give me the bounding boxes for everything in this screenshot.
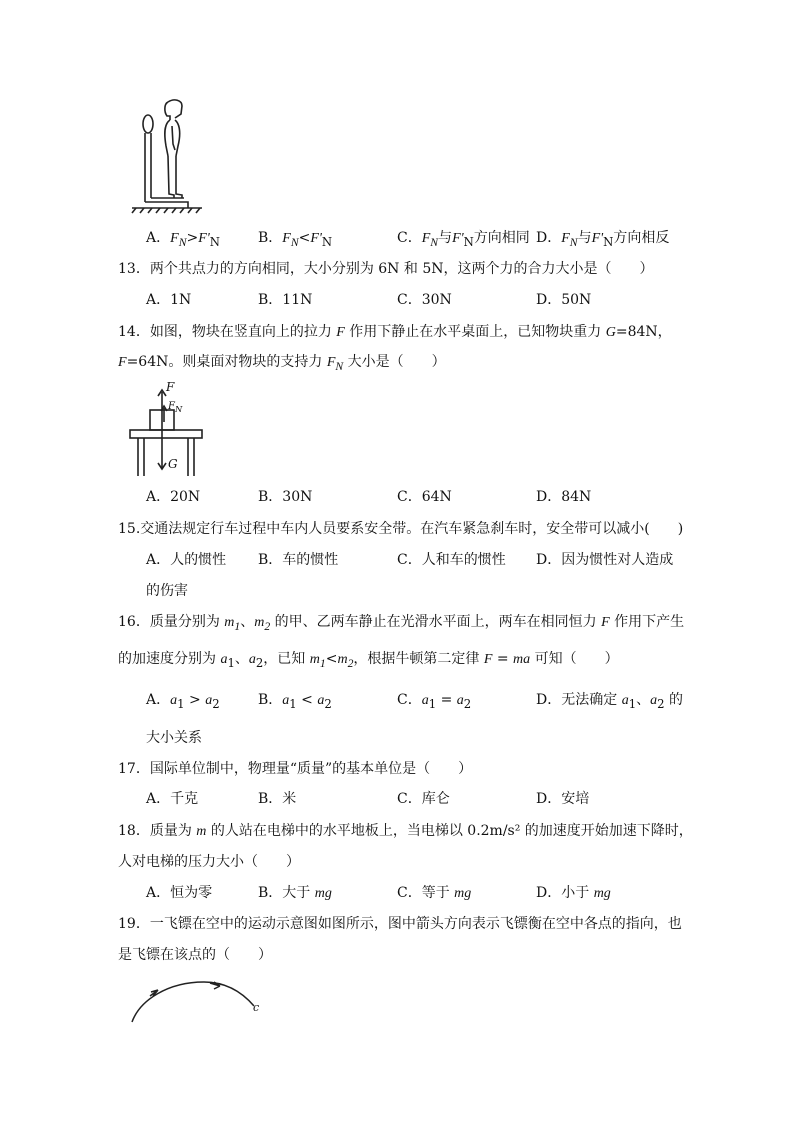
q14-option-a: A．20N	[146, 489, 201, 505]
q19-stem-line1: 19．一飞镖在空中的运动示意图如图所示，图中箭头方向表示飞镖衡在空中各点的指向，也	[118, 916, 682, 932]
q16-stem-line1: 16．质量分别为 $m_1$、$m_2$ 的甲、乙两车静止在光滑水平面上，两车在相同恒力 F 作用下产生	[118, 614, 685, 633]
q17-option-d: D．安培	[536, 791, 590, 807]
q14-option-b: B．30N	[258, 489, 313, 505]
q16-option-a: A．$a_1 > a_2$	[146, 692, 220, 711]
q18-option-d: D．小于 mg	[536, 885, 611, 901]
q16-option-c: C．$a_1 = a_2$	[397, 692, 472, 711]
q15-option-c: C．人和车的惯性	[397, 552, 506, 568]
q12-option-a: A．$F_N>F'_N$	[146, 230, 220, 249]
q18-stem-line2: 人对电梯的压力大小（ ）	[118, 854, 300, 870]
q16-option-b: B．$a_1 < a_2$	[258, 692, 332, 711]
q19-figure-label-c: c	[253, 1001, 260, 1014]
person-on-scale-figure	[128, 94, 208, 214]
q14-figure-label-g: G	[168, 457, 178, 471]
q16-option-d: D．无法确定 $a_1$、$a_2$ 的	[536, 692, 683, 711]
q15-option-a: A．人的惯性	[146, 552, 227, 568]
q17-option-c: C．库仑	[397, 791, 450, 807]
q15-option-d: D．因为惯性对人造成	[536, 552, 674, 568]
q14-option-c: C．64N	[397, 489, 452, 505]
q13-option-c: C．30N	[397, 292, 452, 308]
q18-option-b: B．大于 mg	[258, 885, 332, 901]
q14-stem-line1: 14．如图，物块在竖直向上的拉力 F 作用下静止在水平桌面上，已知物块重力 G=84N，	[118, 324, 672, 340]
q18-option-c: C．等于 mg	[397, 885, 472, 901]
q15-option-d-continued: 的伤害	[146, 583, 188, 599]
q17-option-a: A．千克	[146, 791, 199, 807]
q14-figure-label-f: F	[166, 380, 175, 394]
q18-option-a: A．恒为零	[146, 885, 213, 901]
q13-stem: 13．两个共点力的方向相同，大小分别为 6N 和 5N，这两个力的合力大小是（ ）	[118, 261, 654, 277]
q14-figure-label-fn: $F_N$	[168, 401, 183, 414]
q14-option-d: D．84N	[536, 489, 592, 505]
q18-stem-line1: 18．质量为 m 的人站在电梯中的水平地板上，当电梯以 0.2m/s² 的加速度开始加速下降时，	[118, 823, 693, 839]
q17-option-b: B．米	[258, 791, 297, 807]
q19-stem-line2: 是飞镖在该点的（ ）	[118, 947, 272, 963]
q16-option-d-continued: 大小关系	[146, 730, 202, 746]
q13-option-b: B．11N	[258, 292, 313, 308]
q13-option-d: D．50N	[536, 292, 592, 308]
q17-stem: 17．国际单位制中，物理量“质量”的基本单位是（ ）	[118, 761, 473, 777]
q15-option-b: B．车的惯性	[258, 552, 339, 568]
q14-stem-line2: F=64N。则桌面对物块的支持力 $F_N$ 大小是（ ）	[118, 354, 446, 373]
q12-option-c: C．$F_N$与$F'_N$方向相同	[397, 230, 530, 249]
q15-stem: 15.交通法规定行车过程中车内人员要系安全带。在汽车紧急刹车时，安全带可以减小( )	[118, 521, 684, 537]
q12-option-d: D．$F_N$与$F'_N$方向相反	[536, 230, 670, 249]
q13-option-a: A．1N	[146, 292, 192, 308]
q16-stem-line2: 的加速度分别为 $a_1$、$a_2$，已知 $m_1<m_2$，根据牛顿第二定律 F = ma 可知（ ）	[118, 651, 619, 670]
q12-option-b: B．$F_N<F'_N$	[258, 230, 333, 249]
